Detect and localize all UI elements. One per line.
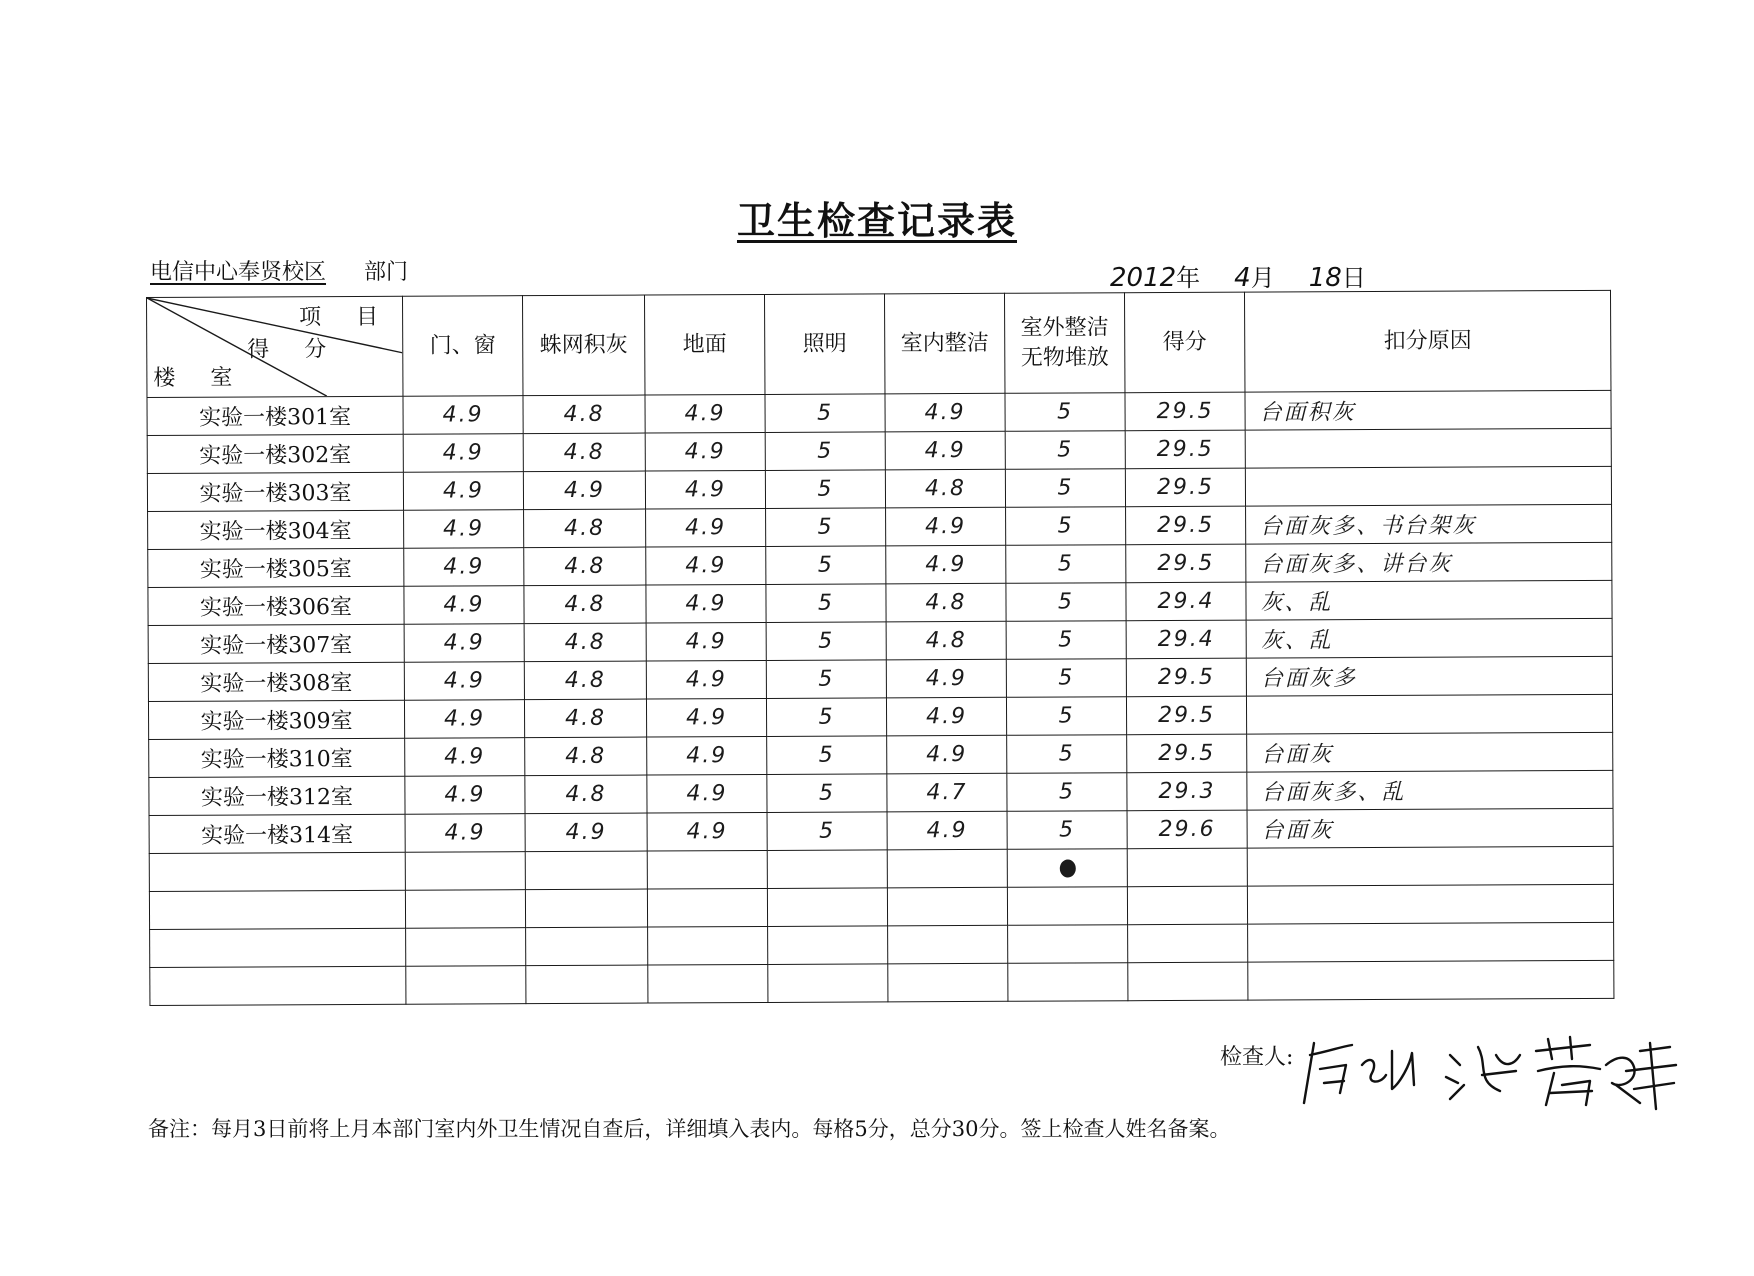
deduction-reason-cell: 灰、乱	[1246, 580, 1612, 620]
date-day-unit: 日	[1341, 264, 1366, 292]
blank-cell	[887, 849, 1007, 888]
lighting-score-cell: 5	[766, 698, 886, 737]
cobweb-score-cell: 4.9	[523, 471, 645, 510]
door-window-score-cell: 4.9	[404, 624, 524, 663]
diagonal-header-cell	[147, 296, 403, 397]
indoor-score-cell: 4.8	[885, 469, 1005, 508]
indoor-score-cell: 4.9	[887, 811, 1007, 850]
score-score-cell: 29.5	[1125, 392, 1245, 431]
cobweb-score-cell: 4.8	[524, 547, 646, 586]
door-window-score-cell: 4.9	[404, 700, 524, 739]
door-window-score-cell: 4.9	[405, 814, 525, 853]
cobweb-score-cell: 4.8	[524, 623, 646, 662]
door-window-score-cell: 4.9	[404, 548, 524, 587]
date-day: 18	[1308, 263, 1342, 293]
form-title: 卫生检查记录表	[736, 198, 1017, 243]
blank-cell	[150, 928, 406, 967]
lighting-score-cell: 5	[766, 622, 886, 661]
blank-cell	[405, 890, 525, 929]
indoor-score-cell: 4.7	[887, 773, 1007, 812]
outdoor-score-cell: 5	[1005, 469, 1125, 508]
room-name-cell: 实验一楼308室	[148, 662, 404, 701]
date-month-unit: 月	[1250, 264, 1275, 292]
lighting-score-cell: 5	[767, 774, 887, 813]
deduction-reason-cell	[1245, 466, 1611, 506]
cobweb-score-cell: 4.8	[523, 395, 645, 434]
floor-score-cell: 4.9	[646, 508, 766, 547]
blank-cell	[150, 966, 406, 1005]
lighting-score-cell: 5	[765, 394, 885, 433]
door-window-score-cell: 4.9	[404, 510, 524, 549]
floor-score-cell: 4.9	[645, 470, 765, 509]
deduction-reason-cell: 灰、乱	[1246, 618, 1612, 658]
outdoor-score-cell: 5	[1005, 431, 1125, 470]
indoor-score-cell: 4.9	[887, 735, 1007, 774]
room-name-cell: 实验一楼310室	[149, 738, 405, 777]
column-header: 蛛网积灰	[522, 295, 644, 396]
lighting-score-cell: 5	[766, 584, 886, 623]
room-name-cell: 实验一楼306室	[148, 586, 404, 625]
blank-cell	[1007, 887, 1127, 926]
blank-cell	[526, 965, 648, 1004]
blank-cell	[1247, 846, 1613, 886]
inspector-label: 检查人:	[1220, 1045, 1294, 1070]
date-month: 4	[1234, 263, 1251, 293]
deduction-reason-cell: 台面灰多、乱	[1247, 770, 1613, 810]
column-header: 地面	[644, 294, 764, 395]
blank-cell	[888, 963, 1008, 1002]
lighting-score-cell: 5	[766, 660, 886, 699]
blank-cell	[1128, 924, 1248, 963]
room-name-cell: 实验一楼307室	[148, 624, 404, 663]
remarks-note: 备注：每月3日前将上月本部门室内外卫生情况自查后，详细填入表内。每格5分，总分30分。签上检查人姓名备案。	[148, 1117, 1231, 1141]
outdoor-score-cell: 5	[1007, 773, 1127, 812]
blank-cell	[405, 852, 525, 891]
blank-row	[150, 960, 1614, 1005]
blank-cell	[768, 926, 888, 965]
indoor-score-cell: 4.9	[886, 659, 1006, 698]
blank-cell	[648, 964, 768, 1003]
blank-cell	[406, 966, 526, 1005]
blank-cell	[525, 851, 647, 890]
blank-cell	[647, 850, 767, 889]
floor-score-cell: 4.9	[645, 432, 765, 471]
floor-score-cell: 4.9	[647, 736, 767, 775]
outdoor-score-cell: 5	[1006, 507, 1126, 546]
blank-cell	[888, 925, 1008, 964]
floor-score-cell: 4.9	[645, 394, 765, 433]
deduction-reason-cell: 台面灰	[1247, 808, 1613, 848]
blank-cell	[767, 850, 887, 889]
blank-cell	[1008, 963, 1128, 1002]
header-room-label: 楼 室	[153, 365, 247, 391]
blank-cell	[406, 928, 526, 967]
department-line	[150, 255, 408, 286]
floor-score-cell: 4.9	[646, 546, 766, 585]
outdoor-score-cell: 5	[1006, 583, 1126, 622]
outdoor-score-cell: 5	[1007, 735, 1127, 774]
indoor-score-cell: 4.9	[885, 393, 1005, 432]
score-score-cell: 29.4	[1126, 620, 1246, 659]
blank-cell	[1127, 886, 1247, 925]
cobweb-score-cell: 4.8	[525, 737, 647, 776]
outdoor-score-cell: 5	[1005, 393, 1125, 432]
score-score-cell: 29.5	[1125, 430, 1245, 469]
door-window-score-cell: 4.9	[405, 738, 525, 777]
outdoor-score-cell: 5	[1006, 621, 1126, 660]
indoor-score-cell: 4.8	[886, 621, 1006, 660]
cobweb-score-cell: 4.8	[524, 661, 646, 700]
room-name-cell: 实验一楼314室	[149, 814, 405, 853]
blank-cell	[149, 890, 405, 929]
inspector-signatures	[1300, 1025, 1680, 1115]
indoor-score-cell: 4.8	[886, 583, 1006, 622]
floor-score-cell: 4.9	[647, 812, 767, 851]
outdoor-score-cell: 5	[1006, 697, 1126, 736]
room-name-cell: 实验一楼301室	[147, 396, 403, 435]
blank-cell	[1008, 925, 1128, 964]
blank-cell	[526, 927, 648, 966]
lighting-score-cell: 5	[765, 470, 885, 509]
ink-mark-icon	[1059, 859, 1075, 877]
score-score-cell: 29.5	[1126, 544, 1246, 583]
score-score-cell: 29.5	[1127, 734, 1247, 773]
cobweb-score-cell: 4.8	[525, 775, 647, 814]
deduction-reason-cell: 台面灰多、书台架灰	[1246, 504, 1612, 544]
lighting-score-cell: 5	[766, 508, 886, 547]
deduction-reason-cell: 台面灰多、讲台灰	[1246, 542, 1612, 582]
column-header: 门、窗	[402, 296, 522, 397]
room-name-cell: 实验一楼305室	[148, 548, 404, 587]
blank-cell	[648, 926, 768, 965]
column-header: 室内整洁	[884, 293, 1004, 394]
door-window-score-cell: 4.9	[403, 434, 523, 473]
cobweb-score-cell: 4.8	[524, 509, 646, 548]
cobweb-score-cell: 4.8	[524, 585, 646, 624]
column-header: 照明	[764, 294, 884, 395]
cobweb-score-cell: 4.8	[524, 699, 646, 738]
blank-cell	[1007, 849, 1127, 888]
blank-cell	[149, 852, 405, 891]
deduction-reason-cell	[1246, 694, 1612, 734]
department-name: 电信中心奉贤校区	[150, 260, 327, 285]
floor-score-cell: 4.9	[647, 774, 767, 813]
door-window-score-cell: 4.9	[403, 472, 523, 511]
score-score-cell: 29.5	[1125, 468, 1245, 507]
cobweb-score-cell: 4.9	[525, 813, 647, 852]
blank-cell	[1128, 962, 1248, 1001]
header-score-label: 得 分	[247, 337, 341, 363]
blank-cell	[1247, 884, 1613, 924]
indoor-score-cell: 4.9	[886, 697, 1006, 736]
blank-cell	[1248, 922, 1614, 962]
floor-score-cell: 4.9	[646, 698, 766, 737]
department-suffix: 部门	[364, 260, 409, 285]
cobweb-score-cell: 4.8	[523, 433, 645, 472]
column-header: 室外整洁 无物堆放	[1004, 293, 1124, 394]
column-header: 扣分原因	[1244, 290, 1610, 392]
lighting-score-cell: 5	[767, 736, 887, 775]
door-window-score-cell: 4.9	[404, 586, 524, 625]
floor-score-cell: 4.9	[646, 660, 766, 699]
room-name-cell: 实验一楼312室	[149, 776, 405, 815]
room-name-cell: 实验一楼304室	[148, 510, 404, 549]
score-score-cell: 29.6	[1127, 810, 1247, 849]
inspection-table	[146, 290, 1614, 1006]
blank-cell	[767, 888, 887, 927]
score-score-cell: 29.4	[1126, 582, 1246, 621]
outdoor-score-cell: 5	[1006, 659, 1126, 698]
blank-cell	[768, 964, 888, 1003]
blank-cell	[1127, 848, 1247, 887]
score-score-cell: 29.3	[1127, 772, 1247, 811]
score-score-cell: 29.5	[1126, 506, 1246, 545]
column-header: 得分	[1124, 292, 1244, 393]
door-window-score-cell: 4.9	[404, 662, 524, 701]
indoor-score-cell: 4.9	[885, 431, 1005, 470]
deduction-reason-cell: 台面灰	[1247, 732, 1613, 772]
room-name-cell: 实验一楼302室	[147, 434, 403, 473]
blank-cell	[887, 887, 1007, 926]
door-window-score-cell: 4.9	[405, 776, 525, 815]
floor-score-cell: 4.9	[646, 622, 766, 661]
blank-cell	[525, 889, 647, 928]
blank-cell	[1248, 960, 1614, 1000]
floor-score-cell: 4.9	[646, 584, 766, 623]
outdoor-score-cell: 5	[1007, 811, 1127, 850]
room-name-cell: 实验一楼303室	[147, 472, 403, 511]
indoor-score-cell: 4.9	[886, 545, 1006, 584]
lighting-score-cell: 5	[767, 812, 887, 851]
date-year-unit: 年	[1176, 264, 1201, 292]
outdoor-score-cell: 5	[1006, 545, 1126, 584]
date-line	[1110, 258, 1366, 293]
lighting-score-cell: 5	[765, 432, 885, 471]
room-name-cell: 实验一楼309室	[148, 700, 404, 739]
deduction-reason-cell: 台面积灰	[1245, 390, 1611, 430]
score-score-cell: 29.5	[1126, 696, 1246, 735]
header-item-label: 项 目	[299, 304, 393, 331]
door-window-score-cell: 4.9	[403, 396, 523, 435]
date-year: 2012	[1110, 263, 1177, 293]
blank-cell	[647, 888, 767, 927]
header-row	[147, 290, 1611, 397]
score-score-cell: 29.5	[1126, 658, 1246, 697]
deduction-reason-cell	[1245, 428, 1611, 468]
indoor-score-cell: 4.9	[886, 507, 1006, 546]
deduction-reason-cell: 台面灰多	[1246, 656, 1612, 696]
lighting-score-cell: 5	[766, 546, 886, 585]
